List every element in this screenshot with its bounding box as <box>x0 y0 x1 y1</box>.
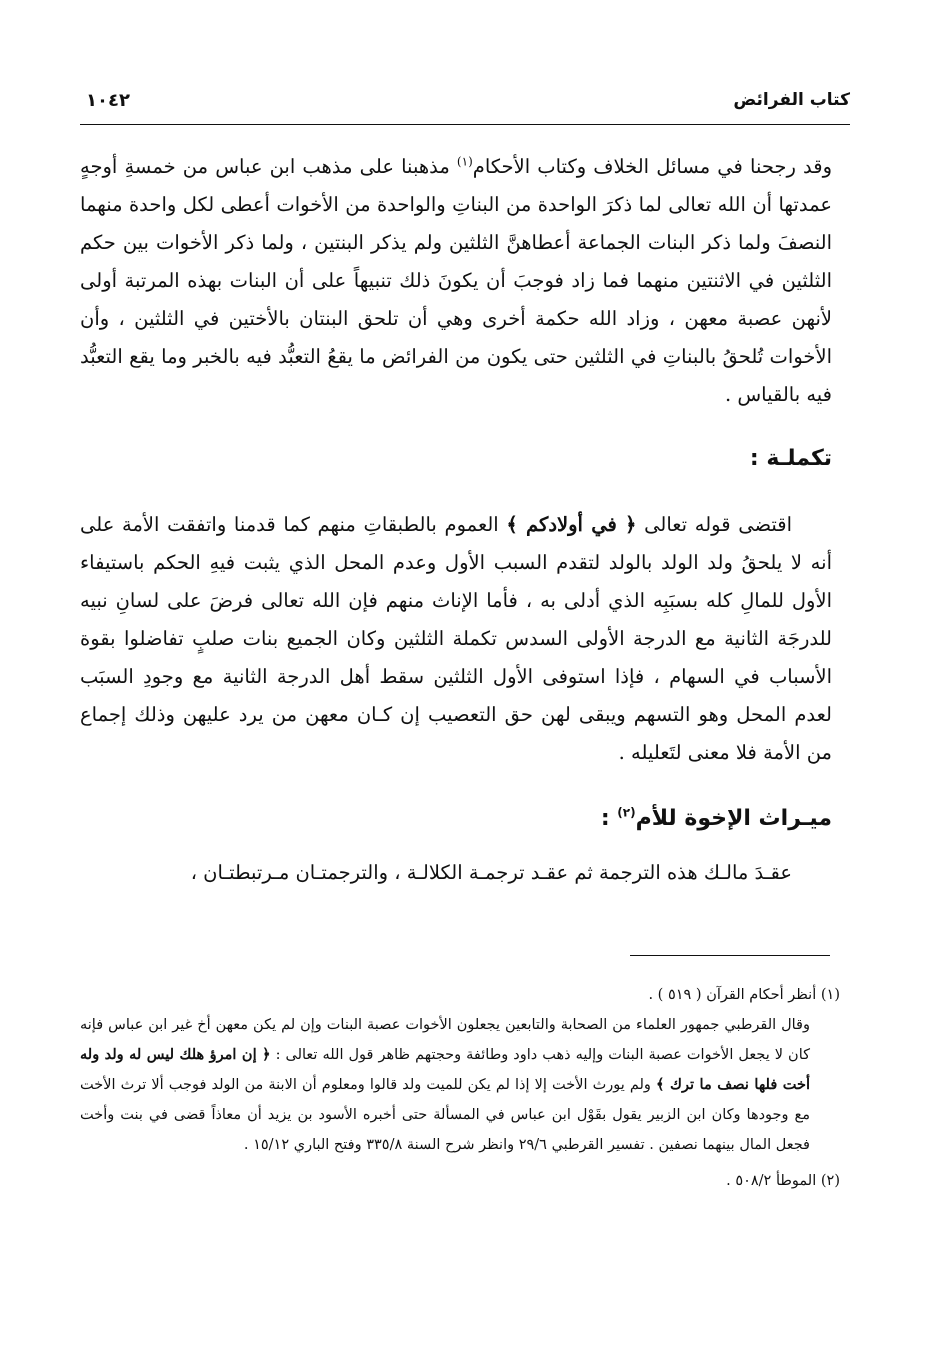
paragraph-2 <box>80 506 832 772</box>
paragraph-1-text-a: وقد رجحنا في مسائل الخلاف وكتاب الأحكام <box>472 155 832 178</box>
paragraph-3: عقـدَ مالـك هذه الترجمة ثم عقـد ترجمـة الكلالـة ، والترجمتـان مـرتبطتـان ، <box>190 861 792 884</box>
footnote-1 <box>80 980 840 1160</box>
heading-2-colon: : <box>600 806 618 831</box>
quran-quote: ﴿ في أولادكم ﴾ <box>506 513 637 536</box>
main-text <box>80 148 832 892</box>
footnote-1-text-a: وقال القرطبي جمهور العلماء من الصحابة والتابعين يجعلون الأخوات عصبة البنات وإن لم يكن معهن أخ غير ابن عباس فإنه كان لا يجعل الأخوات عصبة البنات وإليه ذهب داود وطائفة وحجتهم ظاهر قول الله تعالى : <box>80 1017 811 1063</box>
section-heading-completion: تكملـة : <box>749 446 832 471</box>
footnote-separator <box>630 955 830 956</box>
page-header <box>80 84 850 125</box>
page-number: ١٠٤٢ <box>86 90 130 111</box>
footnote-1-text-b: ولم يورث الأخت إلا إذا لم يكن للميت ولد قالوا ومعلوم أن الابنة من الولد فوجب ألا ترث الأخت مع وجودها وكان ابن الزبير يقول بقَوْل ابن عباس في المسألة حتى أخبره الأسود بن يزيد أن معاذاً قضى في بنت وأخت فجعل المال بينهما نصفين . تفسير القرطبي ٢٩/٦ وانظر شرح السنة ٣٣٥/٨ وفتح الباري ١٥/١٢ . <box>80 1077 810 1153</box>
running-title: كتاب الفرائض <box>733 90 850 110</box>
footnote-1-line-1: أنظر أحكام القرآن ( ٥١٩ ) . <box>648 987 817 1003</box>
footnote-1-quran: ﴿ إن امرؤ هلك ليس له ولد وله أخت فلها نصف ما ترك ﴾ <box>80 1046 811 1093</box>
paragraph-2-text-b: العموم بالطبقاتِ منهم كما قدمنا واتفقت الأمة على أنه لا يلحقُ ولد الولد بالولد لتقدم السبب الأول وعدم المحل الذي يثبت فيهِ الحكم باستيفاء الأول للمالِ كله بسبَبِه الذي أدلى به ، فأما الإناث منهم فإن الله تعالى فرضَ على لسانِ نبيه للدرجَة الثانية مع الدرجة الأولى السدس تكملة الثلثين وكان الجميع بنات صلبٍ تفاضلوا بقوة الأسباب في السهام ، فإذا استوفى الأول الثلثين سقط أهل الدرجة الثانية مع وجودِ السبَب لعدم المحل وهو التسهم ويبقى لهن حق التعصيب إن كـان معهن من يرد عليهن وذلك إجماع من الأمة فلا معنى لتَعليله . <box>80 513 832 764</box>
footnote-2 <box>80 1166 840 1196</box>
paragraph-2-text-a: اقتضى قوله تعالى <box>636 513 792 536</box>
footnote-2-number: (٢) <box>820 1173 840 1189</box>
footnote-ref-1: (١) <box>456 154 473 169</box>
footnote-ref-2: (٢) <box>617 805 636 820</box>
heading-2-text: ميـراث الإخوة للأم <box>635 806 832 831</box>
paragraph-1 <box>80 148 832 414</box>
footnotes <box>80 980 840 1196</box>
paragraph-1-text-b: مذهبنا على مذهب ابن عباس من خمسةِ أوجهٍ عمدتها أن الله تعالى لما ذكرَ الواحدة من البناتِ والواحدة من الأخوات أعطى لكل واحدة منهما النصفَ ولما ذكر البنات الجماعة أعطاهنَّ الثلثين ولم يذكر البنتين ، ولما ذكر الأخوات بين حكم الثلثين في الاثنتين منهما فما زاد فوجبَ أن يكونَ ذلك تنبيهاً على أن البنات بهذه المرتبة أولى لأنهن عصبة معهن ، وزاد الله حكمة أخرى وهي أن تلحق البنتان بالأختين في الثلثين ، وأن الأخوات تُلحقُ بالبناتِ في الثلثين حتى يكون من الفرائض ما يقعُ التعبُّد فيه بالخبر وما يقع التعبُّد فيه بالقياس . <box>80 155 832 406</box>
section-heading-inheritance <box>80 800 832 838</box>
footnote-2-text: الموطأ ٥٠٨/٢ . <box>726 1173 817 1189</box>
footnote-1-number: (١) <box>820 987 840 1003</box>
footnote-1-body <box>80 1010 840 1160</box>
